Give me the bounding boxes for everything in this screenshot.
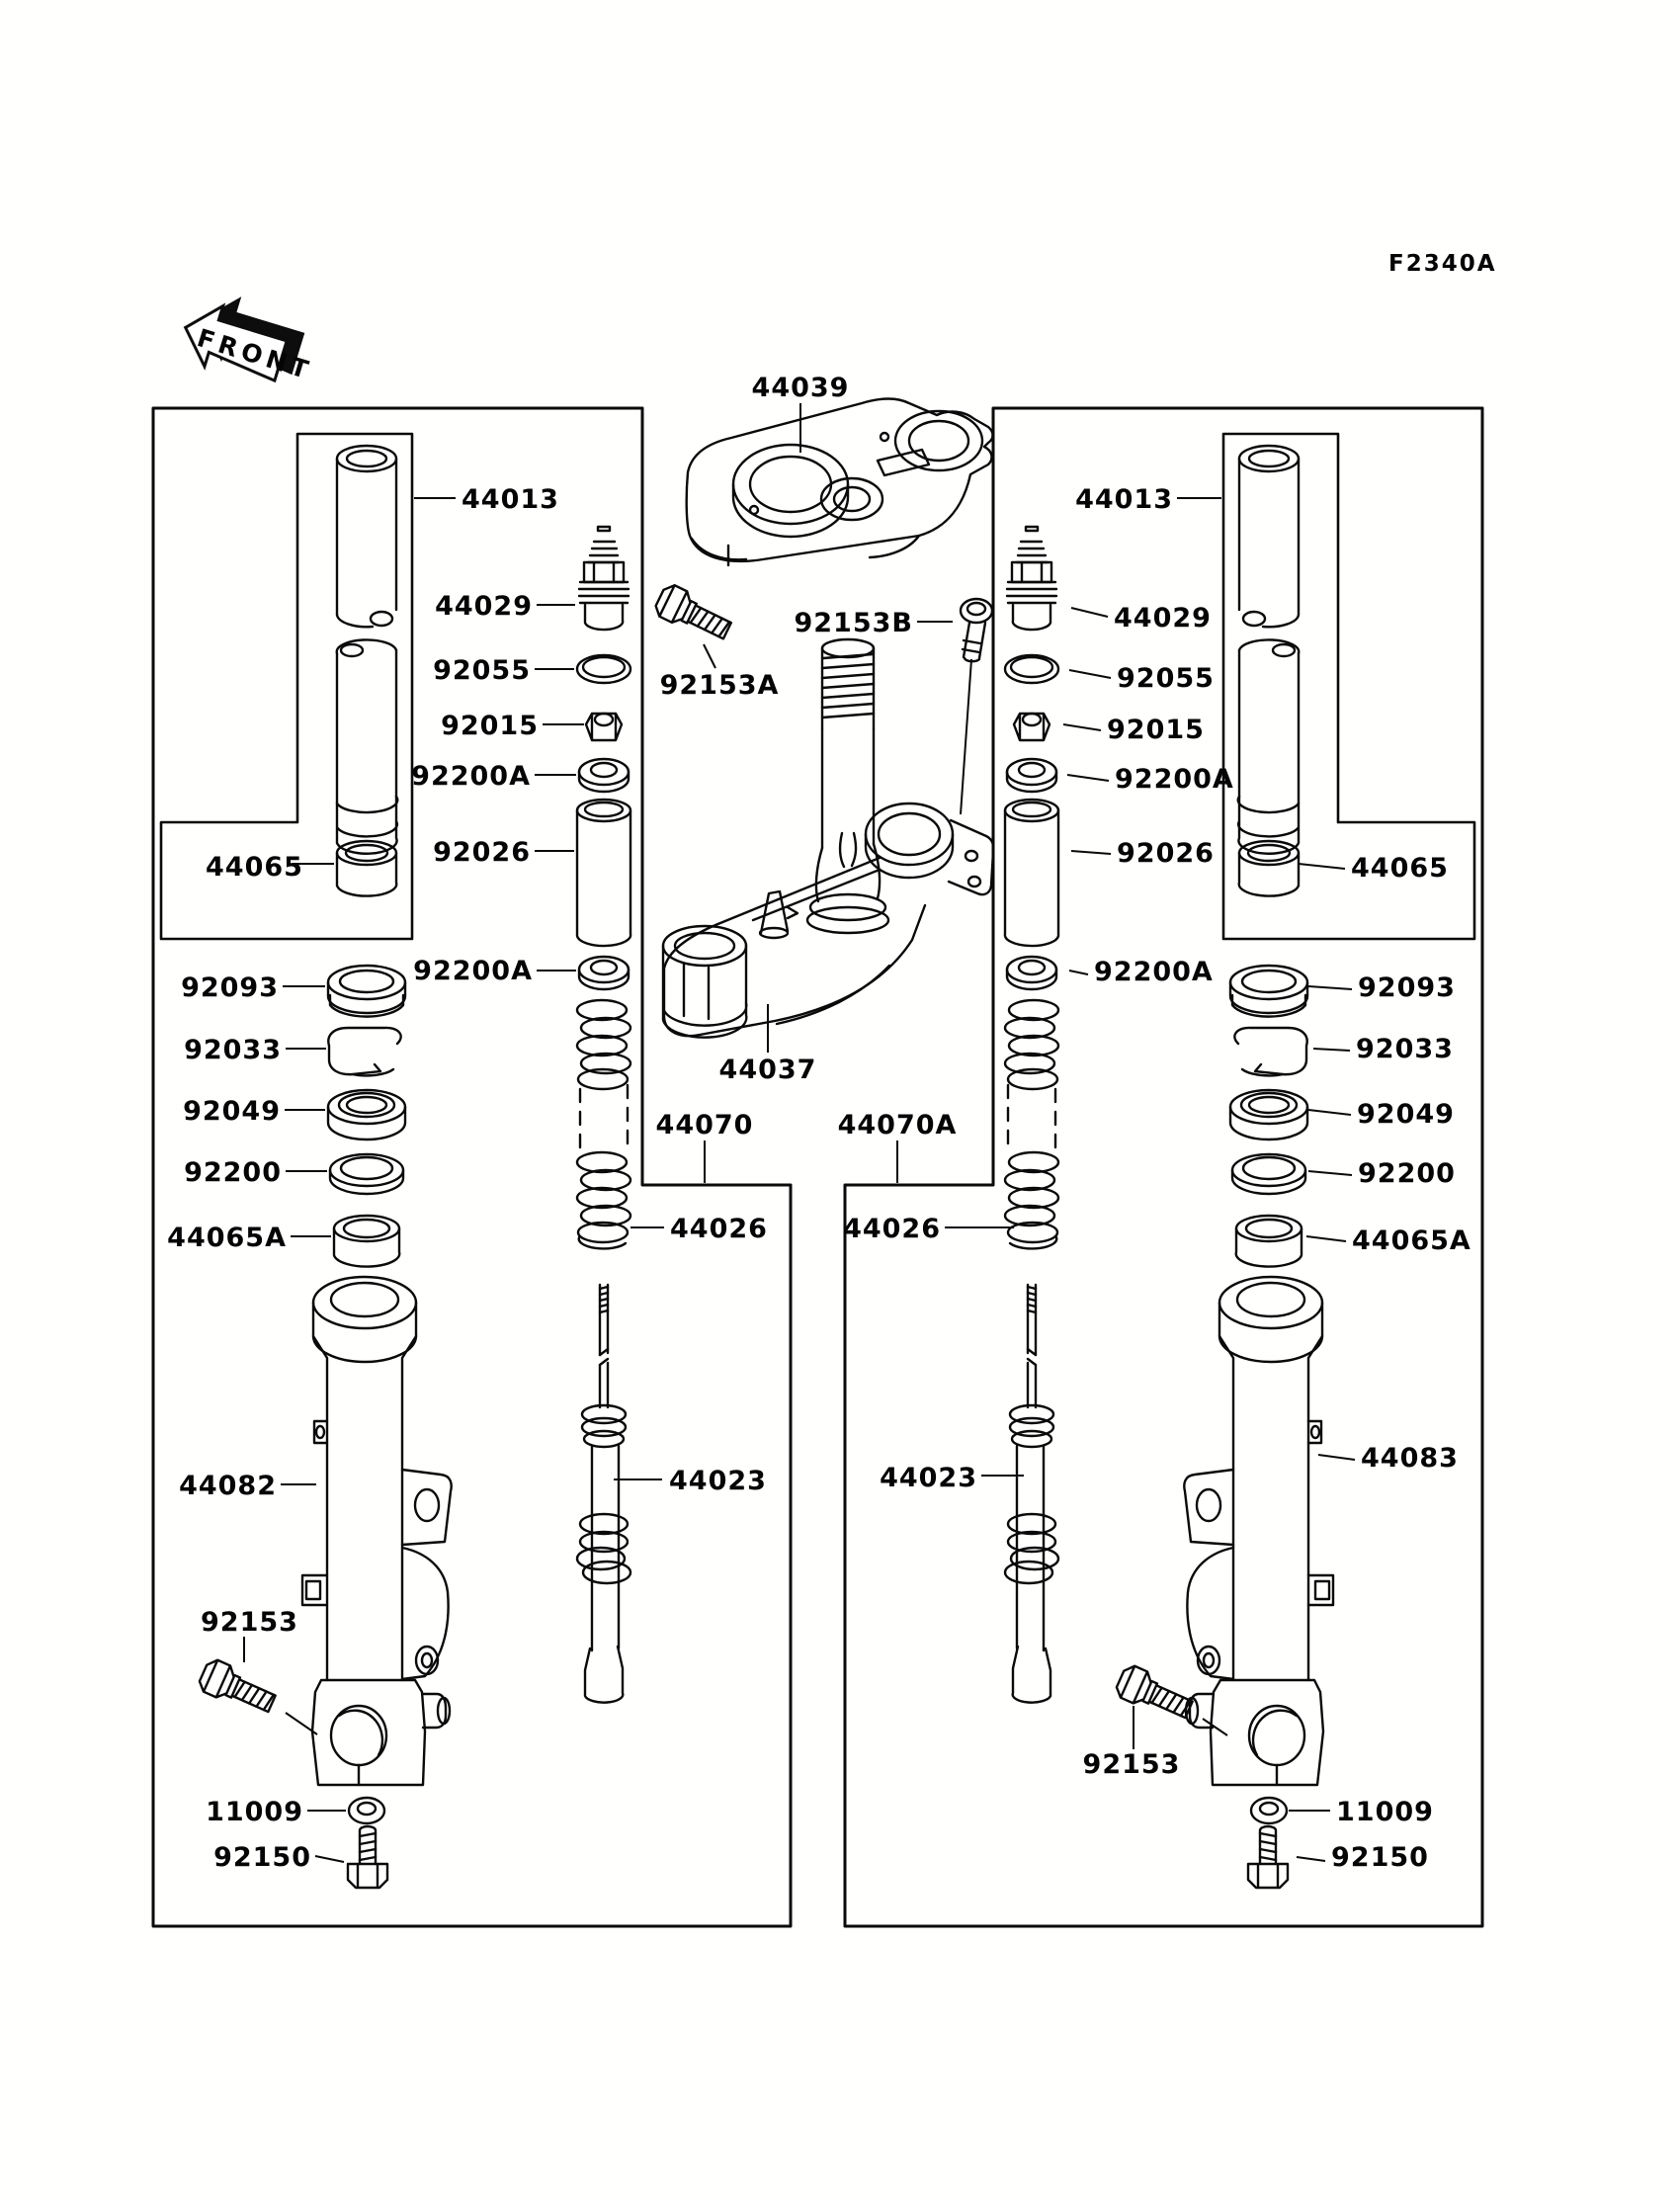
part-label-gasket-left: 11009: [206, 1797, 303, 1827]
front-label: FRONT: [194, 323, 316, 386]
figure-code: F2340A: [1388, 251, 1497, 277]
steering-stem-assembly: [652, 399, 993, 1038]
front-direction-marker: [176, 286, 326, 396]
part-label-cylinder-right: 44023: [880, 1463, 977, 1493]
part-label-outer-tube-right: 44083: [1361, 1443, 1459, 1474]
part-label-spacer-left: 92026: [433, 837, 531, 868]
part-label-air-valve-right: 44029: [1114, 603, 1212, 634]
part-label-snap-ring-left: 92033: [184, 1035, 282, 1065]
part-label-oil-seal-left: 92049: [183, 1096, 281, 1127]
part-label-clamp-bolt-a: 92153A: [659, 670, 780, 701]
part-label-spring-right: 44026: [843, 1214, 941, 1244]
part-label-snap-ring-right: 92033: [1356, 1034, 1454, 1064]
part-label-bushing-upper-left: 44065: [206, 852, 303, 883]
part-label-bushing-lower-left: 44065A: [167, 1223, 287, 1253]
part-label-clamp-bolt-b: 92153B: [794, 608, 913, 638]
part-label-air-valve-left: 44029: [435, 591, 533, 622]
part-label-washer-upper-right: 92200A: [1115, 764, 1234, 795]
part-label-seal-washer-right: 92200: [1358, 1158, 1456, 1189]
part-label-inner-tube-left: 44013: [462, 484, 559, 515]
part-label-oring-right: 92055: [1117, 663, 1215, 694]
part-label-spacer-right: 92026: [1117, 838, 1215, 869]
part-label-outer-tube-left: 44082: [179, 1471, 277, 1501]
part-label-damper-assy-right: 44070A: [837, 1110, 958, 1141]
axle-bolt-left: [197, 1656, 280, 1719]
part-label-under-bracket: 44037: [718, 1055, 817, 1085]
part-label-oring-left: 92055: [433, 655, 531, 686]
part-label-drain-bolt-left: 92150: [213, 1842, 311, 1873]
part-label-inner-tube-right: 44013: [1075, 484, 1173, 515]
part-label-oil-seal-right: 92049: [1357, 1099, 1455, 1130]
part-label-nut-right: 92015: [1107, 715, 1205, 745]
part-label-axle-bolt-right: 92153: [1082, 1749, 1181, 1780]
part-label-drain-bolt-right: 92150: [1331, 1842, 1429, 1873]
part-label-gasket-right: 11009: [1336, 1797, 1434, 1827]
part-label-damper-assy-left: 44070: [655, 1110, 754, 1141]
part-label-dust-seal-right: 92093: [1358, 972, 1456, 1003]
part-label-axle-bolt-left: 92153: [201, 1607, 298, 1638]
clamp-bolt-b: [961, 599, 992, 661]
upper-triple-clamp: [687, 399, 993, 566]
clamp-bolt-a: [652, 582, 735, 646]
part-label-washer-upper-left: 92200A: [411, 761, 531, 792]
axle-bolt-right: [1114, 1662, 1197, 1725]
part-label-seal-washer-left: 92200: [184, 1157, 282, 1188]
part-label-dust-seal-left: 92093: [181, 972, 279, 1003]
part-label-washer-lower-left: 92200A: [413, 956, 533, 986]
part-label-washer-lower-right: 92200A: [1094, 957, 1214, 987]
part-label-nut-left: 92015: [441, 711, 539, 741]
part-label-bushing-lower-right: 44065A: [1352, 1225, 1471, 1256]
part-label-top-bracket: 44039: [751, 373, 850, 403]
part-label-spring-left: 44026: [670, 1214, 768, 1244]
part-label-bushing-upper-right: 44065: [1351, 853, 1449, 884]
part-label-cylinder-left: 44023: [669, 1466, 767, 1496]
